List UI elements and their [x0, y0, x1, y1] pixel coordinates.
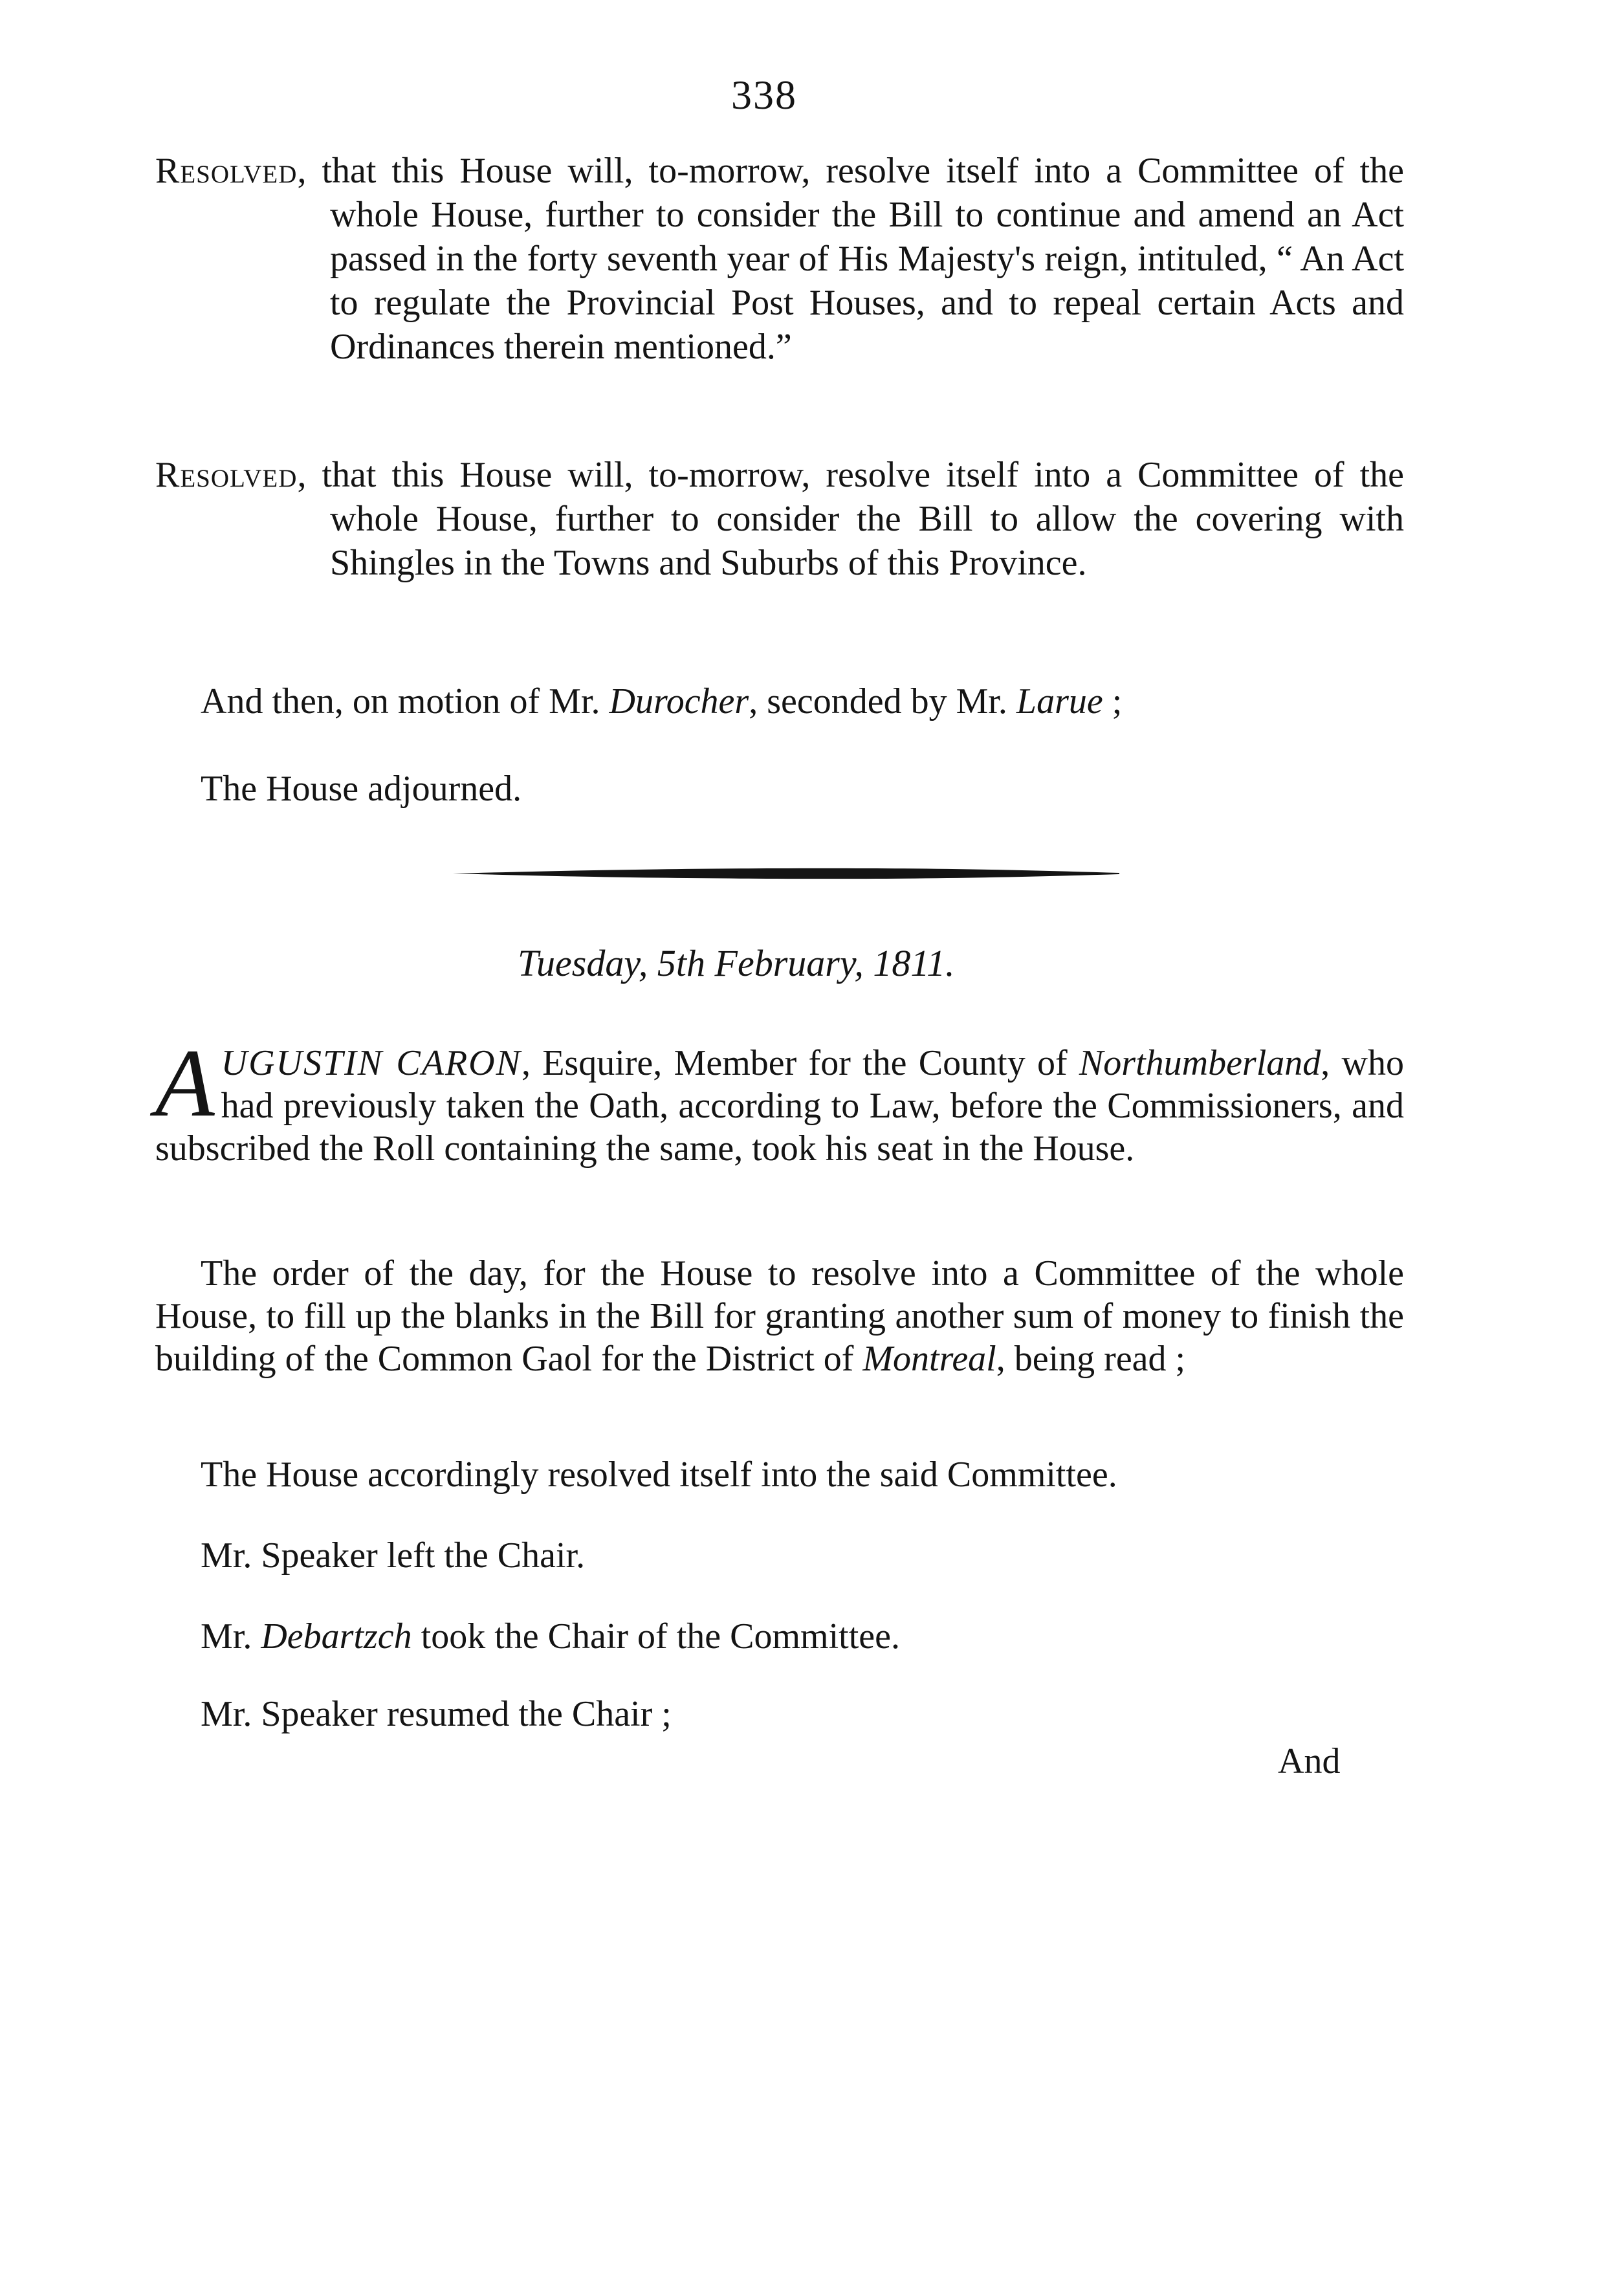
district-name: Montreal	[862, 1339, 996, 1379]
section-divider-rule	[453, 867, 1119, 880]
chair-committee-line	[201, 1614, 900, 1658]
augustin-text-2: , who had previously taken the Oath, according to Law, before the Commissioners, and subscribed the Roll containing the same, took his seat in the House.	[155, 1043, 1404, 1169]
drop-cap: A	[155, 1029, 215, 1137]
catchword: And	[1278, 1741, 1341, 1781]
order-text-2: , being read ;	[996, 1339, 1186, 1379]
motion-middle: , seconded by Mr.	[749, 681, 1016, 721]
resolution-1-text: , that this House will, to-morrow, resolve itself into a Committee of the whole House, further to consider the Bill to continue and amend an Act passed in the forty seventh year of His Majesty's reign, intituled, “ An Act to regulate the Provincial Post Houses, and to repeal certain Acts and Ordinances therein mentioned.”	[297, 151, 1404, 367]
chairman-name: Debartzch	[261, 1616, 412, 1656]
motion-prefix: And then, on motion of Mr.	[201, 681, 609, 721]
resolution-2	[155, 453, 1404, 585]
county-name: Northumberland	[1079, 1043, 1321, 1083]
l3-prefix: Mr.	[201, 1616, 261, 1656]
resolved-lead: Resolved	[155, 151, 298, 191]
session-date: Tuesday, 5th February, 1811.	[518, 942, 955, 984]
augustin-caron-paragraph	[155, 1029, 1404, 1170]
l3-suffix: took the Chair of the Committee.	[411, 1616, 900, 1656]
order-text-1: The order of the day, for the House to resolve into a Committee of the whole House, to fill up the blanks in the Bill for granting another sum of money to finish the building of the Common Gaol for the District of	[155, 1253, 1404, 1379]
speaker-left-line: Mr. Speaker left the Chair.	[201, 1535, 586, 1576]
committee-line: The House accordingly resolved itself into the said Committee.	[201, 1455, 1117, 1495]
adjourned-line: The House adjourned.	[201, 769, 522, 809]
page-number: 338	[731, 72, 797, 118]
resolved-lead: Resolved	[155, 455, 298, 495]
motion-line	[201, 679, 1122, 723]
order-of-day-paragraph	[155, 1252, 1404, 1380]
motion-suffix: ;	[1103, 681, 1123, 721]
motion-mover: Durocher	[609, 681, 749, 721]
motion-seconder: Larue	[1016, 681, 1103, 721]
resolution-2-text: , that this House will, to-morrow, resolve itself into a Committee of the whole House, further to consider the Bill to allow the covering with Shingles in the Towns and Suburbs of this Province.	[297, 455, 1404, 583]
speaker-resumed-line: Mr. Speaker resumed the Chair ;	[201, 1694, 672, 1734]
augustin-text-1: , Esquire, Member for the County of	[521, 1043, 1079, 1083]
member-name: UGUSTIN CARON	[221, 1043, 521, 1083]
resolution-1	[155, 149, 1404, 369]
